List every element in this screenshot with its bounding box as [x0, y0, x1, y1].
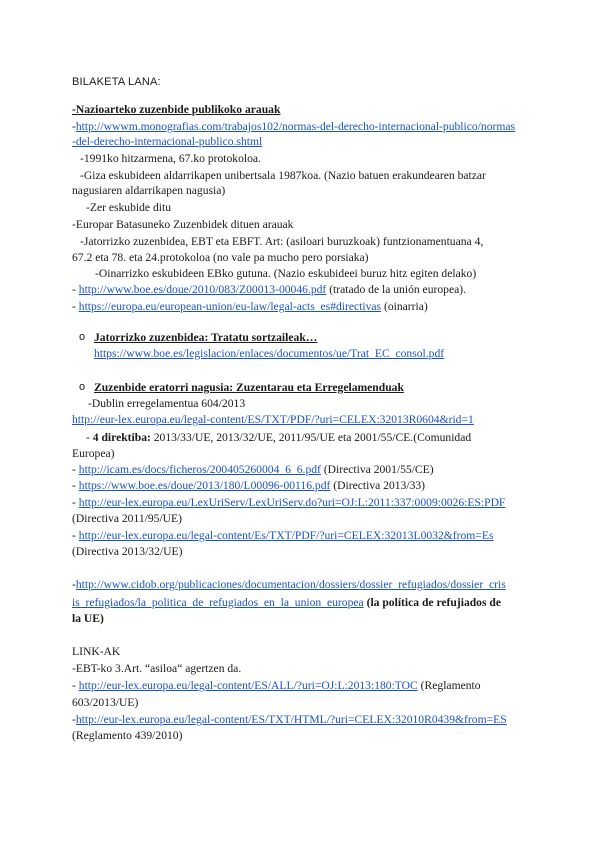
- link-boe-tue[interactable]: http://www.boe.es/doue/2010/083/Z00013-00046.pdf: [78, 283, 327, 296]
- link-dublin-regulation[interactable]: http://eur-lex.europa.eu/legal-content/ES/TXT/PDF/?uri=CELEX:32013R0604&rid=1: [72, 413, 474, 426]
- dash: -: [72, 120, 76, 133]
- link-eurlex-2010[interactable]: http://eur-lex.europa.eu/legal-content/ES/TXT/HTML/?uri=CELEX:32010R0439&from=ES: [75, 713, 507, 726]
- section-title: Jatorrizko zuzenbidea: Tratatu sortzaileak…: [94, 331, 318, 344]
- list-item-cont: Europea): [72, 447, 115, 460]
- dash: -: [72, 496, 79, 509]
- link-note: (Directiva 2013/32/UE): [72, 545, 183, 558]
- dash: -: [72, 679, 79, 692]
- link-note-cont: la UE): [72, 612, 104, 625]
- link-line: [72, 300, 428, 314]
- link-line: [72, 120, 515, 134]
- section-title: LINK-AK: [72, 645, 121, 658]
- link-line: [72, 463, 434, 477]
- link-line: [72, 283, 466, 297]
- list-item: -Giza eskubideen aldarrikapen unibertsala 1987koa. (Nazio batuen erakundearen batzar: [80, 169, 486, 182]
- link-line: [72, 679, 481, 693]
- dash: -: [72, 283, 79, 296]
- document-heading: BILAKETA LANA:: [72, 76, 161, 88]
- list-item: -Dublin erregelamentua 604/2013: [88, 397, 246, 410]
- link-line: [72, 578, 506, 592]
- link-cidob-cont[interactable]: is_refugiados/la_politica_de_refugiados_en_la_union_europea: [72, 596, 364, 609]
- link-note: (la política de refujiados de: [363, 596, 501, 609]
- link-note: (Directiva 2013/33): [330, 479, 426, 492]
- list-item: -EBT-ko 3.Art. “asiloa“ agertzen da.: [72, 662, 242, 675]
- bullet-marker: o: [79, 381, 86, 393]
- link-eurlex-toc[interactable]: http://eur-lex.europa.eu/legal-content/ES/ALL/?uri=OJ:L:2013:180:TOC: [78, 679, 418, 692]
- link-line: [72, 529, 493, 543]
- dash: -: [72, 529, 79, 542]
- section-title: -Nazioarteko zuzenbide publikoko arauak: [72, 103, 281, 116]
- link-monografias[interactable]: http://wwwm.monografias.com/trabajos102/normas-del-derecho-internacional-publico/normas: [75, 120, 516, 133]
- list-item: -Jatorrizko zuzenbidea, EBT eta EBFT. Art: (asiloari buruzkoak) funtzionamentuana 4,: [80, 235, 484, 248]
- list-item: -Zer eskubide ditu: [86, 201, 171, 214]
- link-monografias-cont[interactable]: -del-derecho-internacional-publico.shtml: [72, 135, 263, 148]
- link-eurlex-2013[interactable]: http://eur-lex.europa.eu/legal-content/Es/TXT/PDF/?uri=CELEX:32013L0032&from=Es: [78, 529, 494, 542]
- dash: -: [72, 479, 79, 492]
- link-note: (Reglamento: [417, 679, 481, 692]
- directives-label: 4 direktiba:: [92, 431, 151, 444]
- list-item: -Oinarrizko eskubideen EBko gutuna. (Nazio eskubideei buruz hitz egiten delako): [95, 267, 477, 280]
- link-line: [72, 413, 474, 427]
- dash: -: [72, 463, 79, 476]
- link-line: [72, 479, 425, 493]
- link-note: (Reglamento 439/2010): [72, 729, 183, 742]
- link-line: [72, 713, 507, 727]
- dash: -: [72, 300, 79, 313]
- link-boe-directive[interactable]: https://www.boe.es/doue/2013/180/L00096-00116.pdf: [78, 479, 331, 492]
- link-line: [72, 135, 262, 149]
- link-note: (Directiva 2001/55/CE): [320, 463, 434, 476]
- link-note: (oinarria): [381, 300, 428, 313]
- link-eurlex-2011[interactable]: http://eur-lex.europa.eu/LexUriServ/LexUriServ.do?uri=OJ:L:2011:337:0009:0026:ES:PDF: [78, 496, 506, 509]
- list-item-cont: nagusiaren aldarrikapen nagusia): [72, 184, 226, 197]
- link-cidob[interactable]: http://www.cidob.org/publicaciones/documentacion/dossiers/dossier_refugiados/dossier_cris: [75, 578, 506, 591]
- list-item: -Europar Batasuneko Zuzenbidek dituen arauak: [72, 218, 294, 231]
- dash: -: [72, 578, 76, 591]
- dash: -: [72, 713, 76, 726]
- link-line: [72, 496, 505, 510]
- list-item: [86, 431, 471, 445]
- directives-list: 2013/33/UE, 2013/32/UE, 2011/95/UE eta 2001/55/CE.(Comunidad: [150, 431, 472, 444]
- link-europa-directivas[interactable]: https://europa.eu/european-union/eu-law/legal-acts_es#directivas: [78, 300, 382, 313]
- link-line: [94, 347, 444, 361]
- link-note: (Directiva 2011/95/UE): [72, 512, 182, 525]
- list-item-cont: 67.2 eta 78. eta 24.protokoloa (no vale pa mucho pero porsiaka): [72, 251, 369, 264]
- dash: -: [86, 431, 93, 444]
- link-icam-directive[interactable]: http://icam.es/docs/ficheros/200405260004_6_6.pdf: [78, 463, 321, 476]
- bullet-marker: o: [79, 331, 86, 343]
- link-line: [72, 596, 501, 610]
- link-boe-tratados[interactable]: https://www.boe.es/legislacion/enlaces/documentos/ue/Trat_EC_consol.pdf: [94, 347, 445, 360]
- link-note: (tratado de la unión europea).: [326, 283, 467, 296]
- section-title: Zuzenbide eratorri nagusia: Zuzentarau eta Erregelamenduak: [94, 381, 404, 394]
- link-note-cont: 603/2013/UE): [72, 696, 139, 709]
- list-item: -1991ko hitzarmena, 67.ko protokoloa.: [80, 152, 261, 165]
